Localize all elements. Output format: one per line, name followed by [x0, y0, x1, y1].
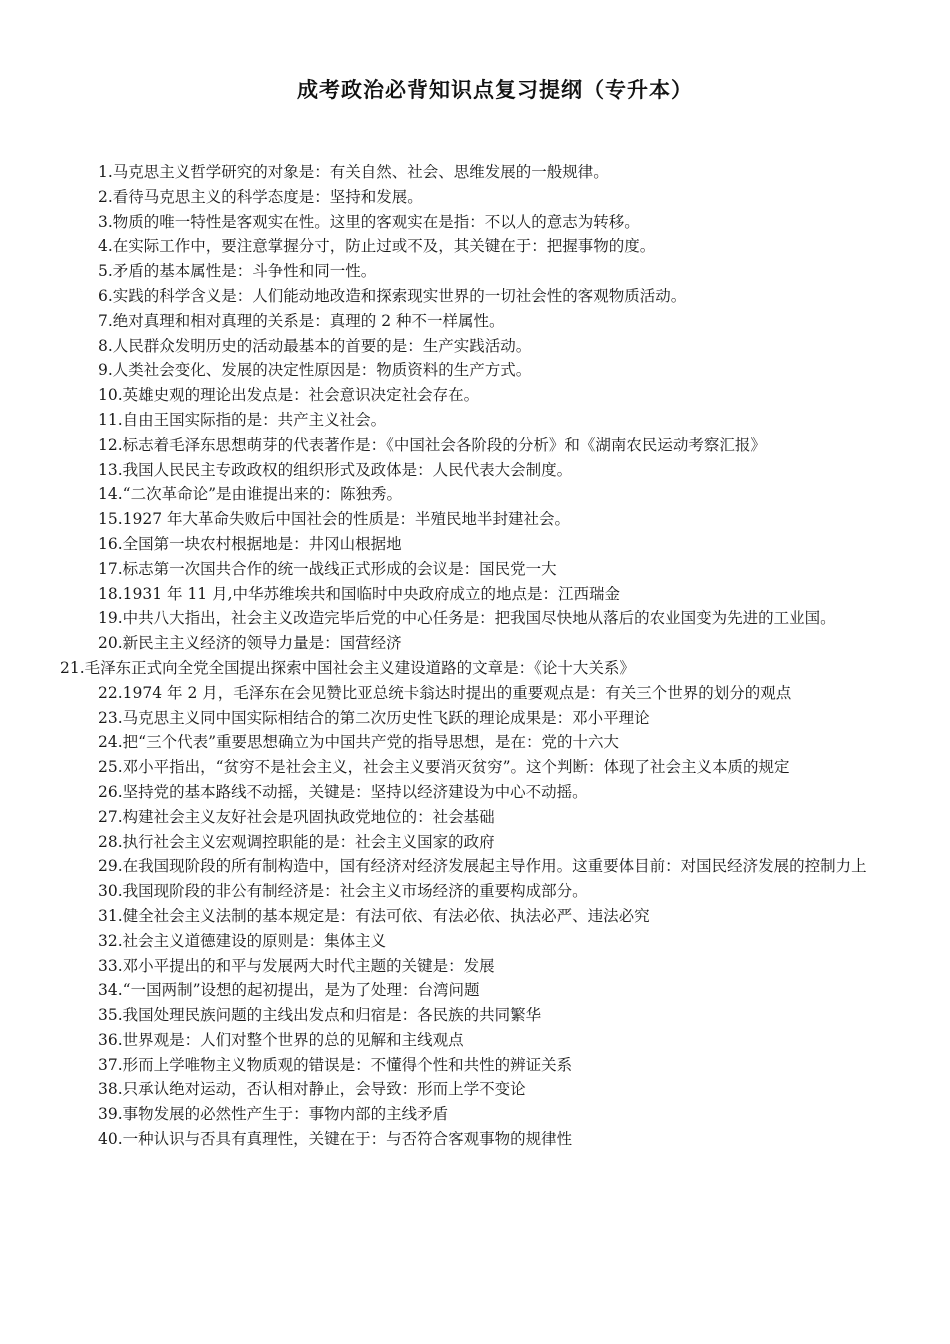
knowledge-point-item: 34.“一国两制”设想的起初提出，是为了处理：台湾问题	[98, 981, 480, 1000]
knowledge-point-item: 13.我国人民民主专政政权的组织形式及政体是：人民代表大会制度。	[98, 460, 573, 479]
knowledge-point-item: 22.1974 年 2 月，毛泽东在会见赞比亚总统卡翁达时提出的重要观点是：有关三个世界的划分的观点	[98, 683, 792, 702]
knowledge-point-item: 16.全国第一块农村根据地是：井冈山根据地	[98, 534, 402, 553]
knowledge-point-item: 32.社会主义道德建设的原则是：集体主义	[98, 931, 387, 950]
knowledge-point-list	[60, 160, 895, 1152]
knowledge-point-item: 4.在实际工作中，要注意掌握分寸，防止过或不及，其关键在于：把握事物的度。	[98, 237, 656, 256]
knowledge-point-item: 21.毛泽东正式向全党全国提出探索中国社会主义建设道路的文章是：《论十大关系》	[60, 658, 635, 677]
knowledge-point-item: 38.只承认绝对运动，否认相对静止，会导致：形而上学不变论	[98, 1080, 526, 1099]
knowledge-point-item: 28.执行社会主义宏观调控职能的是：社会主义国家的政府	[98, 832, 495, 851]
knowledge-point-item: 33.邓小平提出的和平与发展两大时代主题的关键是：发展	[98, 956, 495, 975]
knowledge-point-item: 25.邓小平指出，“贫穷不是社会主义，社会主义要消灭贫穷”。这个判断：体现了社会主义本质的规定	[98, 758, 790, 777]
knowledge-point-item: 15.1927 年大革命失败后中国社会的性质是：半殖民地半封建社会。	[98, 510, 571, 529]
knowledge-point-item: 17.标志第一次国共合作的统一战线正式形成的会议是：国民党一大	[98, 559, 557, 578]
knowledge-point-item: 39.事物发展的必然性产生于：事物内部的主线矛盾	[98, 1105, 449, 1124]
knowledge-point-item: 27.构建社会主义友好社会是巩固执政党地位的：社会基础	[98, 807, 495, 826]
knowledge-point-item: 7.绝对真理和相对真理的关系是：真理的 2 种不一样属性。	[98, 311, 505, 330]
knowledge-point-item: 9.人类社会变化、发展的决定性原因是：物质资料的生产方式。	[98, 361, 532, 380]
knowledge-point-item: 26.坚持党的基本路线不动摇，关键是：坚持以经济建设为中心不动摇。	[98, 782, 588, 801]
knowledge-point-item: 30.我国现阶段的非公有制经济是：社会主义市场经济的重要构成部分。	[98, 882, 588, 901]
knowledge-point-item: 23.马克思主义同中国实际相结合的第二次历史性飞跃的理论成果是：邓小平理论	[98, 708, 650, 727]
knowledge-point-item: 5.矛盾的基本属性是：斗争性和同一性。	[98, 262, 377, 281]
knowledge-point-item: 11.自由王国实际指的是：共产主义社会。	[98, 410, 387, 429]
knowledge-point-item: 12.标志着毛泽东思想萌芽的代表著作是：《中国社会各阶段的分析》和《湖南农民运动考察汇报》	[98, 435, 766, 454]
knowledge-point-item: 24.把“三个代表”重要思想确立为中国共产党的指导思想，是在：党的十六大	[98, 733, 620, 752]
knowledge-point-item: 20.新民主主义经济的领导力量是：国营经济	[98, 634, 402, 653]
knowledge-point-item: 8.人民群众发明历史的活动最基本的首要的是：生产实践活动。	[98, 336, 532, 355]
knowledge-point-item: 1.马克思主义哲学研究的对象是：有关自然、社会、思维发展的一般规律。	[98, 163, 609, 181]
knowledge-point-item: 14.“二次革命论”是由谁提出来的：陈独秀。	[98, 485, 402, 504]
knowledge-point-item: 40.一种认识与否具有真理性，关键在于：与否符合客观事物的规律性	[98, 1130, 573, 1149]
knowledge-point-item: 35.我国处理民族问题的主线出发点和归宿是：各民族的共同繁华	[98, 1006, 542, 1025]
knowledge-point-item: 19.中共八大指出，社会主义改造完毕后党的中心任务是：把我国尽快地从落后的农业国变为先进的工业国。	[98, 609, 836, 628]
knowledge-point-item: 37.形而上学唯物主义物质观的错误是：不懂得个性和共性的辨证关系	[98, 1055, 573, 1074]
document-title: 成考政治必背知识点复习提纲（专升本）	[297, 78, 693, 102]
knowledge-point-item: 31.健全社会主义法制的基本规定是：有法可依、有法必依、执法必严、违法必究	[98, 906, 650, 925]
knowledge-point-item: 29.在我国现阶段的所有制构造中，国有经济对经济发展起主导作用。这重要体目前：对国民经济发展的控制力上	[98, 857, 867, 876]
knowledge-point-item: 2.看待马克思主义的科学态度是：坚持和发展。	[98, 187, 423, 206]
knowledge-point-item: 6.实践的科学含义是：人们能动地改造和探索现实世界的一切社会性的客观物质活动。	[98, 286, 687, 305]
knowledge-point-item: 3.物质的唯一特性是客观实在性。这里的客观实在是指：不以人的意志为转移。	[98, 212, 640, 231]
knowledge-point-item: 18.1931 年 11 月,中华苏维埃共和国临时中央政府成立的地点是：江西瑞金	[98, 584, 621, 603]
knowledge-point-item: 10.英雄史观的理论出发点是：社会意识决定社会存在。	[98, 386, 480, 405]
knowledge-point-item: 36.世界观是：人们对整个世界的总的见解和主线观点	[98, 1030, 464, 1049]
